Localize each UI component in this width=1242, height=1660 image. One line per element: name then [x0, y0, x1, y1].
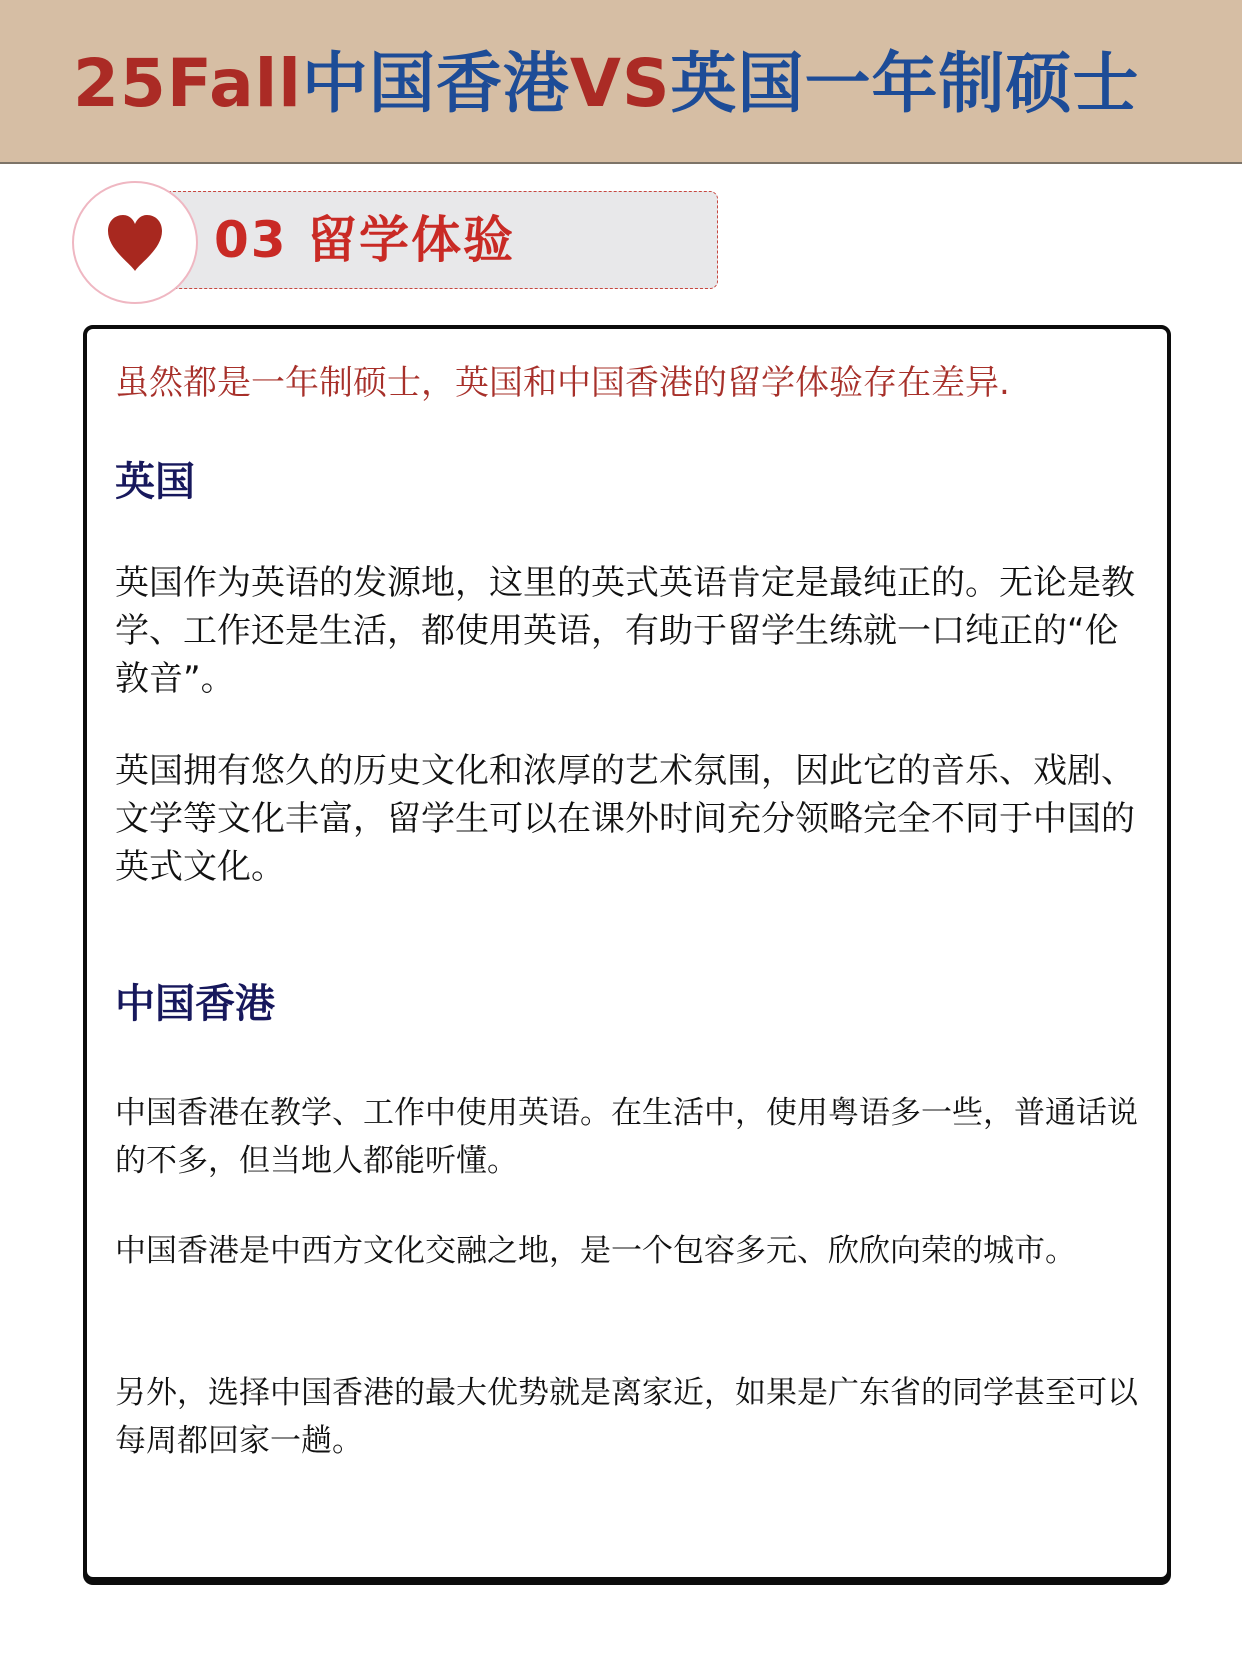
content-card	[83, 325, 1171, 1581]
page-title	[73, 44, 1139, 124]
hk-paragraph-2: 中国香港是中西方文化交融之地，是一个包容多元、欣欣向荣的城市。	[115, 1233, 1076, 1269]
title-vs: VS	[569, 45, 671, 122]
heading-uk: 英国	[115, 459, 195, 505]
heading-hk: 中国香港	[115, 981, 275, 1027]
title-region-uk: 英国一年制硕士	[670, 45, 1140, 122]
section-title: 03 留学体验	[214, 211, 515, 269]
title-banner	[0, 0, 1242, 164]
hk-paragraph-1: 中国香港在教学、工作中使用英语。在生活中，使用粤语多一些，普通话说的不多，但当地人都能听懂。	[115, 1095, 1138, 1179]
uk-paragraph-2: 英国拥有悠久的历史文化和浓厚的艺术氛围，因此它的音乐、戏剧、文学等文化丰富，留学生可以在课外时间充分领略完全不同于中国的英式文化。	[115, 751, 1135, 887]
title-region-hk: 中国香港	[301, 45, 570, 122]
hk-paragraph-3: 另外，选择中国香港的最大优势就是离家近，如果是广东省的同学甚至可以每周都回家一趟。	[115, 1375, 1138, 1459]
heart-icon	[104, 213, 166, 273]
section-badge	[72, 181, 198, 304]
title-prefix: 25Fall	[73, 45, 302, 122]
intro-text: 虽然都是一年制硕士，英国和中国香港的留学体验存在差异.	[115, 363, 1010, 403]
uk-paragraph-1: 英国作为英语的发源地，这里的英式英语肯定是最纯正的。无论是教学、工作还是生活，都使用英语，有助于留学生练就一口纯正的“伦敦音”。	[115, 563, 1135, 699]
